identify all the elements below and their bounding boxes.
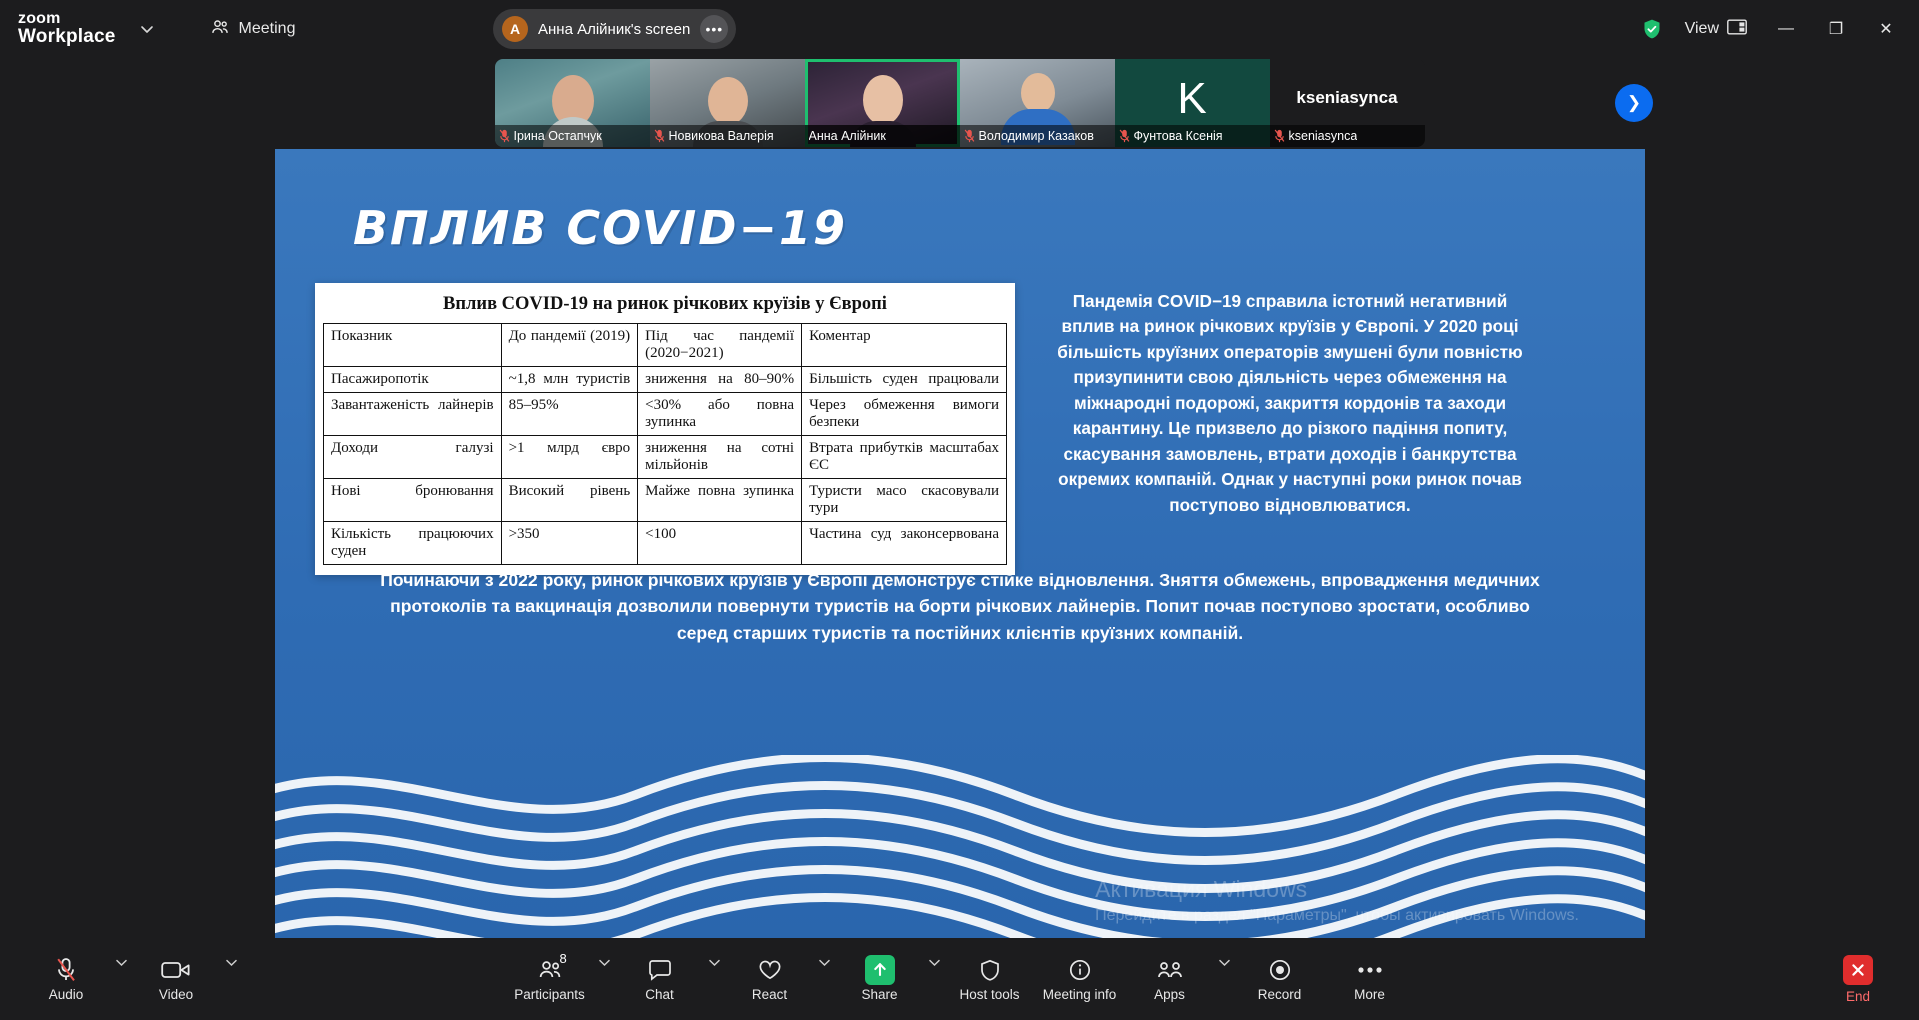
people-icon [210, 17, 230, 42]
video-tile-avatar[interactable] [1115, 59, 1270, 147]
table-cell: Майже повна зупинка [638, 479, 802, 522]
avatar: A [502, 16, 528, 42]
participants-button[interactable] [506, 947, 594, 1011]
layout-icon [1727, 19, 1747, 40]
share-screen-button[interactable] [836, 947, 924, 1011]
record-button[interactable] [1236, 947, 1324, 1011]
logo-line-1: zoom [18, 9, 61, 27]
mic-off-icon [1274, 129, 1285, 143]
camera-icon [161, 957, 191, 983]
face-shape [708, 77, 748, 125]
participant-name-bar [495, 125, 650, 147]
maximize-button[interactable]: ❐ [1828, 21, 1844, 38]
meeting-label: Meeting [238, 20, 296, 37]
end-label: End [1845, 988, 1871, 1004]
apps-options-chevron-icon[interactable] [1216, 947, 1234, 1011]
view-button[interactable] [1673, 12, 1759, 47]
participant-name: Новикова Валерія [668, 129, 774, 143]
share-arrow-icon [865, 957, 895, 983]
table-cell: Нові бронювання [324, 479, 502, 522]
table-cell: зниження на 80–90% [638, 367, 802, 393]
meeting-info-button[interactable] [1036, 947, 1124, 1011]
video-tile-active-speaker[interactable] [805, 59, 960, 147]
face-shape [863, 75, 903, 125]
apps-button[interactable] [1126, 947, 1214, 1011]
end-meeting-button[interactable] [1821, 947, 1895, 1011]
video-label: Video [158, 986, 194, 1002]
participant-name-bar [1270, 125, 1425, 147]
microphone-icon [54, 957, 78, 983]
video-tile[interactable] [650, 59, 805, 147]
minimize-button[interactable]: — [1778, 20, 1794, 37]
meeting-info-label: Meeting info [1042, 986, 1117, 1002]
table-header-cell: Коментар [802, 324, 1007, 367]
meeting-tab[interactable] [200, 11, 306, 48]
table-header-cell: Показник [324, 324, 502, 367]
table-row [324, 367, 1007, 393]
table-header-row [324, 324, 1007, 367]
table-cell: Втрата прибутків масштабах ЄС [802, 436, 1007, 479]
table-row [324, 479, 1007, 522]
heart-icon [757, 957, 783, 983]
watermark-line-1: Активация Windows [1095, 876, 1308, 903]
table-cell: Кількість працюючих суден [324, 522, 502, 565]
more-options-icon[interactable]: ••• [700, 15, 728, 43]
video-button[interactable] [132, 947, 220, 1011]
table-header-cell: Під час пандемії (2020−2021) [638, 324, 802, 367]
table-header-cell: До пандемії (2019) [501, 324, 638, 367]
mic-off-icon [499, 129, 510, 143]
table-cell: Більшість суден працювали [802, 367, 1007, 393]
meeting-toolbar [0, 938, 1919, 1020]
impact-table-card [315, 283, 1015, 575]
table-cell: зниження на сотні мільйонів [638, 436, 802, 479]
filmstrip-next-button[interactable]: ❯ [1615, 84, 1653, 122]
participant-name: Ірина Остапчук [513, 129, 602, 143]
more-button[interactable] [1326, 947, 1414, 1011]
shield-icon [978, 957, 1002, 983]
react-button[interactable] [726, 947, 814, 1011]
table-cell: Завантаженість лайнерів [324, 393, 502, 436]
more-label: More [1354, 986, 1385, 1002]
participant-name-bar [805, 125, 960, 147]
zoom-logo [18, 11, 116, 48]
table-cell: Туристи масо скасовували тури [802, 479, 1007, 522]
mic-off-icon [1119, 129, 1130, 143]
avatar-initial: K [1177, 74, 1207, 123]
table-cell: 85–95% [501, 393, 638, 436]
more-dots-icon [1357, 957, 1383, 983]
table-cell: >1 млрд євро [501, 436, 638, 479]
impact-table [323, 323, 1007, 565]
mic-off-icon [654, 129, 665, 143]
table-caption: Вплив COVID-19 на ринок річкових круїзів у Європі [443, 294, 887, 314]
screen-share-indicator[interactable] [493, 9, 736, 49]
participants-label: Participants [514, 986, 585, 1002]
chat-label: Chat [645, 986, 674, 1002]
chevron-down-icon[interactable] [130, 12, 164, 46]
table-row [324, 436, 1007, 479]
video-tile[interactable] [960, 59, 1115, 147]
wave-decoration-icon [275, 755, 1645, 938]
security-shield-icon[interactable] [1635, 12, 1669, 46]
video-tile[interactable] [495, 59, 650, 147]
end-call-icon [1843, 955, 1873, 985]
host-tools-label: Host tools [959, 986, 1020, 1002]
participant-name-bar [960, 125, 1115, 147]
table-cell: >350 [501, 522, 638, 565]
table-cell: ~1,8 млн туристів [501, 367, 638, 393]
host-tools-button[interactable] [946, 947, 1034, 1011]
audio-label: Audio [48, 986, 84, 1002]
chat-options-chevron-icon[interactable] [706, 947, 724, 1011]
apps-label: Apps [1154, 986, 1185, 1002]
table-cell: <30% або повна зупинка [638, 393, 802, 436]
record-label: Record [1257, 986, 1302, 1002]
participant-name: Фунтова Ксенія [1133, 129, 1223, 143]
react-label: React [751, 986, 788, 1002]
table-row [324, 522, 1007, 565]
close-button[interactable]: ✕ [1879, 21, 1893, 38]
table-cell: Пасажиропотік [324, 367, 502, 393]
slide-paragraph-bottom: Починаючи з 2022 року, ринок річкових круїзів у Європі демонструє стійке відновлення. Зняття обмежень, впровадження медичних протоколів та вакцинація дозволили повернути туристів на борти річкових лайнерів. Попит почав поступово зростати, особливо серед старших туристів та постійних клієнтів круїзних компаній. [380, 570, 1540, 643]
watermark-line-2: Перейдите в раздел "Параметры", чтобы активировать Windows. [1095, 907, 1579, 925]
info-icon [1068, 957, 1092, 983]
audio-button[interactable] [22, 947, 110, 1011]
share-label: Share [861, 986, 898, 1002]
participant-name: Володимир Казаков [978, 129, 1094, 143]
chat-button[interactable] [616, 947, 704, 1011]
participant-filmstrip [0, 58, 1919, 148]
table-cell: Частина суд законсервована [802, 522, 1007, 565]
table-row [324, 393, 1007, 436]
video-options-chevron-icon[interactable] [222, 947, 240, 1011]
table-cell: <100 [638, 522, 802, 565]
react-options-chevron-icon[interactable] [816, 947, 834, 1011]
participant-name-bar [1115, 125, 1270, 147]
title-bar [0, 0, 1919, 58]
participants-count: 8 [559, 951, 567, 966]
audio-options-chevron-icon[interactable] [112, 947, 130, 1011]
logo-line-2: Workplace [18, 26, 116, 48]
participant-name-bar [650, 125, 805, 147]
apps-icon [1157, 957, 1183, 983]
mic-off-icon [964, 129, 975, 143]
share-options-chevron-icon[interactable] [926, 947, 944, 1011]
participant-name: Анна Алійник [808, 129, 886, 143]
table-cell: Через обмеження вимоги безпеки [802, 393, 1007, 436]
presentation-slide [275, 149, 1645, 938]
participant-display-name: kseniasynca [1296, 88, 1398, 107]
chat-icon [647, 957, 673, 983]
shared-screen-stage [0, 148, 1919, 938]
participants-options-chevron-icon[interactable] [596, 947, 614, 1011]
view-label: View [1684, 20, 1719, 37]
slide-paragraph-right: Пандемія COVID−19 справила істотний негативний вплив на ринок річкових круїзів у Європі. У 2020 році більшість круїзних операторів змушені були повністю призупинити свою діяльність через обмеження на міжнародні подорожі, закриття кордонів та заходи карантину. Це призвело до різкого падіння попиту, скасування замовлень, втрати доходів і банкрутства окремих компаній. Однак у наступні роки ринок почав поступово відновлюватися. [1057, 291, 1523, 515]
sharing-user-label: Анна Алійник's screen [538, 20, 691, 38]
participant-name: kseniasynca [1288, 129, 1358, 143]
face-shape [1021, 73, 1055, 113]
slide-title: ВПЛИВ COVID−19 [353, 201, 848, 255]
table-cell: Високий рівень [501, 479, 638, 522]
record-icon [1268, 957, 1292, 983]
video-tile-name-only[interactable] [1270, 59, 1425, 147]
table-cell: Доходи галузі [324, 436, 502, 479]
